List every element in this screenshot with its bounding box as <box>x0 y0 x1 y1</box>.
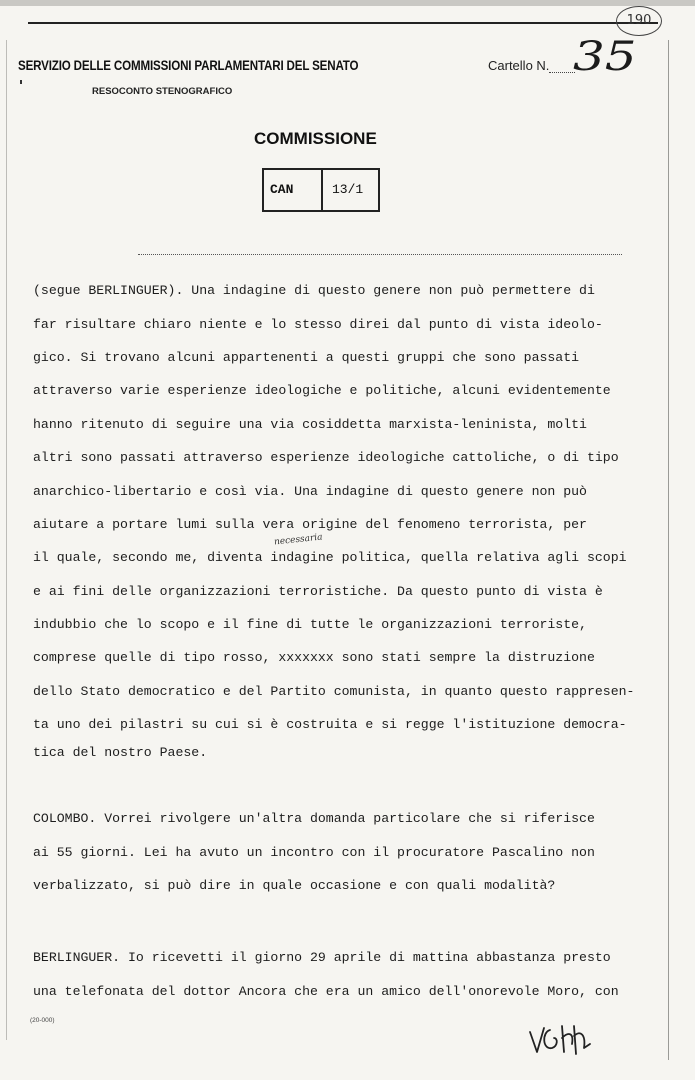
right-margin-rule <box>668 40 669 1060</box>
text-line: il quale, secondo me, diventa indagine politica, quella relativa agli scopi <box>33 550 627 565</box>
cartello-label: Cartello N. <box>488 58 550 73</box>
text-line: ta uno dei pilastri su cui si è costruita e si regge l'istituzione democra- <box>33 717 627 732</box>
text-line: verbalizzato, si può dire in quale occasione e con quali modalità? <box>33 878 556 893</box>
text-line: indubbio che lo scopo e il fine di tutte le organizzazioni terroriste, <box>33 617 587 632</box>
box-code: CAN <box>270 182 294 197</box>
text-line: hanno ritenuto di seguire una via cosiddetta marxista-leninista, molti <box>33 417 587 432</box>
left-margin-rule <box>6 40 7 1040</box>
signature <box>528 1018 598 1062</box>
box-page: 13/1 <box>332 182 364 197</box>
text-line: tica del nostro Paese. <box>33 745 208 760</box>
scan-edge <box>0 0 695 6</box>
top-rule <box>28 22 658 24</box>
report-subtitle: RESOCONTO STENOGRAFICO <box>92 86 233 97</box>
text-line: (segue BERLINGUER). Una indagine di questo genere non può permettere di <box>33 283 595 298</box>
commission-title: COMMISSIONE <box>254 129 377 148</box>
text-line: comprese quelle di tipo rosso, xxxxxxx sono stati sempre la distruzione <box>33 650 595 665</box>
text-line: ai 55 giorni. Lei ha avuto un incontro con il procuratore Pascalino non <box>33 845 595 860</box>
text-line: attraverso varie esperienze ideologiche e politiche, alcuni evidentemente <box>33 383 611 398</box>
text-line: una telefonata del dottor Ancora che era un amico dell'onorevole Moro, con <box>33 984 619 999</box>
print-code: (20-000) <box>30 1017 55 1024</box>
archive-stamp: 190 <box>616 6 662 36</box>
handwritten-insertion: necessaria <box>273 532 324 548</box>
cartello-number: 35 <box>573 34 637 80</box>
cartello-dots <box>549 72 575 73</box>
box-divider <box>321 170 323 210</box>
text-line: anarchico-libertario e così via. Una indagine di questo genere non può <box>33 484 587 499</box>
dotted-separator <box>138 254 622 255</box>
text-line: aiutare a portare lumi sulla vera origine del fenomeno terrorista, per <box>33 517 587 532</box>
text-line: e ai fini delle organizzazioni terroristiche. Da questo punto di vista è <box>33 584 603 599</box>
reference-box <box>262 168 380 212</box>
text-line: far risultare chiaro niente e lo stesso direi dal punto di vista ideolo- <box>33 317 603 332</box>
text-line: gico. Si trovano alcuni appartenenti a questi gruppi che sono passati <box>33 350 580 365</box>
text-line: BERLINGUER. Io ricevetti il giorno 29 aprile di mattina abbastanza presto <box>33 950 611 965</box>
office-header: SERVIZIO DELLE COMMISSIONI PARLAMENTARI DEL SENATO <box>18 58 359 73</box>
text-line: dello Stato democratico e del Partito comunista, in quanto questo rappresen- <box>33 684 635 699</box>
margin-tick <box>20 80 22 84</box>
text-line: altri sono passati attraverso esperienze ideologiche cattoliche, o di tipo <box>33 450 619 465</box>
text-line: COLOMBO. Vorrei rivolgere un'altra domanda particolare che si riferisce <box>33 811 595 826</box>
